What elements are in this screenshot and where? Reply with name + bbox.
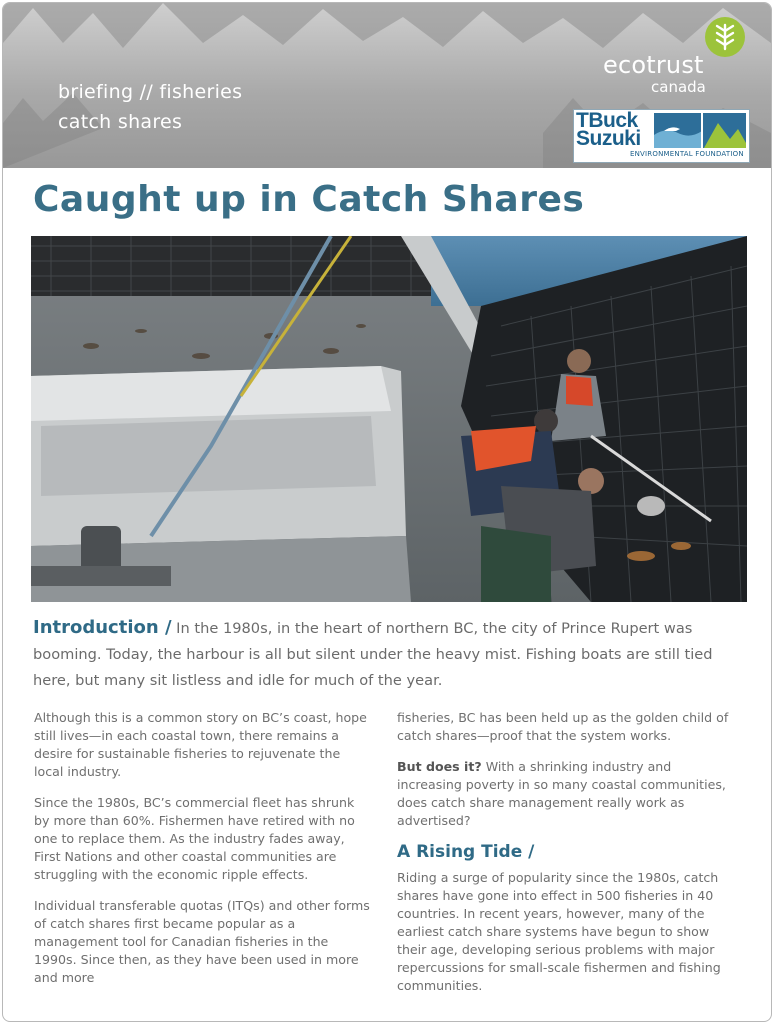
- body-column-right: [397, 709, 733, 1008]
- kicker-line-1: briefing // fisheries: [58, 81, 243, 103]
- introduction-text: In the 1980s, in the heart of northern BC, the city of Prince Rupert was booming. Today, the harbour is all but silent under the heavy mist. Fishing boats are still tied here, but many sit listless and idle for much of the year.: [33, 620, 713, 689]
- col2-paragraph-1: fisheries, BC has been held up as the golden child of catch shares—proof that the system works.: [397, 710, 729, 743]
- col1-paragraph-1: Although this is a common story on BC’s coast, hope still lives—in each coastal town, there remains a desire for sustainable fisheries to rejuvenate the local industry.: [34, 710, 367, 779]
- dsf-foot: ENVIRONMENTAL FOUNDATION: [630, 150, 744, 158]
- header-banner: [3, 3, 771, 168]
- dsf-landscape-icon: [654, 113, 746, 148]
- ecotrust-name: ecotrust: [603, 51, 704, 79]
- suzuki-foundation-logo: [573, 109, 750, 163]
- col1-paragraph-2: Since the 1980s, BC’s commercial fleet has shrunk by more than 60%. Fishermen have retired with no one to replace them. As the industry fades away, First Nations and other coastal communities are struggling with the economic ripple effects.: [34, 795, 355, 882]
- page-title: Caught up in Catch Shares: [33, 179, 585, 220]
- col2-question: But does it?: [397, 759, 482, 774]
- dsf-name: [576, 109, 641, 150]
- col2-paragraph-2: [397, 758, 733, 830]
- ecotrust-sub: canada: [651, 78, 706, 96]
- rising-tide-heading: A Rising Tide /: [397, 842, 535, 862]
- col2-paragraph-2-text: With a shrinking industry and increasing poverty in so many coastal communities, does catch share management really work as advertised?: [397, 759, 726, 828]
- briefing-page: [2, 2, 772, 1022]
- briefing-kicker: [58, 77, 242, 137]
- kicker-line-2: catch shares: [58, 111, 183, 133]
- body-column-left: [34, 709, 370, 1000]
- introduction-heading: Introduction /: [33, 617, 172, 638]
- col2-paragraph-3: Riding a surge of popularity since the 1980s, catch shares have gone into effect in 500 fisheries in 40 countries. In recent years, however, many of the earliest catch share systems have begun to show their age, developing serious problems with major repercussions for small-scale fishermen and fishing communities.: [397, 870, 721, 993]
- col1-paragraph-3: Individual transferable quotas (ITQs) and other forms of catch shares first became popular as a management tool for Canadian fisheries in the 1990s. Since then, as they have been used in more and more: [34, 898, 370, 985]
- introduction-paragraph: [33, 615, 751, 694]
- ecotrust-logo-icon: [705, 17, 745, 57]
- dsf-name-line-2: Suzuki: [576, 127, 641, 150]
- fishing-boat-photo: [31, 236, 747, 602]
- dsf-name-line-1: TBuck: [576, 109, 638, 132]
